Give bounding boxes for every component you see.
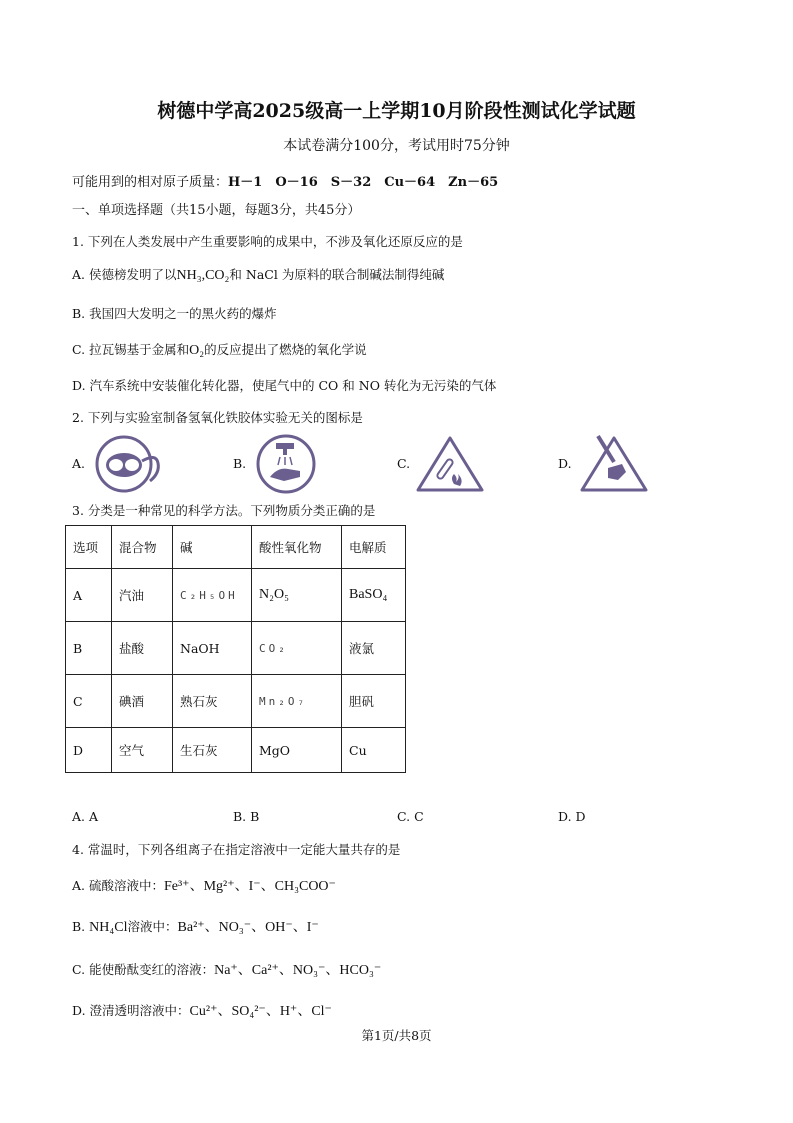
q4-option-a [72, 875, 336, 895]
q1-option-a [72, 265, 444, 284]
wash-hands-icon [254, 433, 318, 495]
q4-a-ions: Fe³⁺、Mg²⁺、I⁻、CH₃COO⁻ [163, 879, 336, 894]
table-cell: NaOH [173, 622, 252, 675]
table-row [66, 622, 406, 675]
table-row [66, 569, 406, 622]
q1-c-text: C. 拉瓦锡基于金属和 [72, 342, 190, 357]
table-cell: 生石灰 [173, 728, 252, 773]
q4-stem: 4. 常温时，下列各组离子在指定溶液中一定能大量共存的是 [72, 842, 401, 857]
table-cell: Cu [342, 728, 406, 773]
table-cell: A [66, 569, 112, 622]
table-cell: BaSO₄ [342, 569, 406, 622]
table-cell: 熟石灰 [173, 675, 252, 728]
q4-c-text: C. 能使酚酞变红的溶液： [72, 962, 215, 977]
table-cell: 空气 [112, 728, 173, 773]
q3-answer-b: B. B [233, 809, 260, 824]
table-header-cell: 电解质 [342, 526, 406, 569]
q1-option-b: B. 我国四大发明之一的黑火药的爆炸 [72, 306, 277, 321]
page-footer: 第1页/共8页 [361, 1028, 432, 1043]
q3-answer-c: C. C [397, 809, 424, 824]
q1-option-d: D. 汽车系统中安装催化转化器，使尾气中的 CO 和 NO 转化为无污染的气体 [72, 378, 497, 393]
q4-b-text: 溶液中： [127, 919, 178, 934]
table-header-cell: 选项 [66, 526, 112, 569]
table-cell: B [66, 622, 112, 675]
table-header-cell: 碱 [173, 526, 252, 569]
q2-option-c-label: C. [397, 456, 411, 471]
q4-option-b [72, 916, 319, 936]
table-cell: 汽油 [112, 569, 173, 622]
exam-title: 树德中学高2025级高一上学期10月阶段性测试化学试题 [157, 100, 636, 122]
q1-a-text-end: 和 NaCl 为原料的联合制碱法制得纯碱 [229, 267, 445, 282]
q2-option-a-label: A. [72, 456, 86, 471]
table-cell: N₂O₅ [252, 569, 342, 622]
atomic-masses-line [72, 171, 498, 190]
q4-a-text: A. 硫酸溶液中： [72, 878, 164, 893]
table-cell: C [66, 675, 112, 728]
table-cell: C₂H₅OH [173, 569, 252, 622]
q2-option-b-label: B. [233, 456, 247, 471]
table-cell: CO₂ [252, 622, 342, 675]
q3-answer-d: D. D [558, 809, 586, 824]
q2-option-d-label: D. [558, 456, 572, 471]
q1-option-c [72, 340, 367, 359]
q2-stem: 2. 下列与实验室制备氢氧化铁胶体实验无关的图标是 [72, 410, 363, 425]
table-cell: 碘酒 [112, 675, 173, 728]
atomic-masses-label: 可能用到的相对原子质量： [72, 175, 229, 190]
q4-b-label: B. [72, 919, 86, 934]
q3-answer-a: A. A [72, 809, 99, 824]
q4-c-ions: Na⁺、Ca²⁺、NO₃⁻、HCO₃⁻ [214, 963, 382, 978]
q4-option-d [72, 1000, 332, 1020]
table-row [66, 728, 406, 773]
atomic-masses-values: H－1 O－16 S－32 Cu－64 Zn－65 [228, 175, 499, 190]
q4-d-ions: Cu²⁺、SO₄²⁻、H⁺、Cl⁻ [189, 1004, 332, 1019]
heating-icon [414, 434, 486, 494]
classification-table [65, 525, 406, 773]
table-header-cell: 混合物 [112, 526, 173, 569]
section-heading: 一、单项选择题（共15小题，每题3分，共45分） [72, 203, 361, 218]
q1-a-text: A. 侯德榜发明了以 [72, 267, 177, 282]
q3-stem: 3. 分类是一种常见的科学方法。下列物质分类正确的是 [72, 503, 376, 518]
q4-b-ions: Ba²⁺、NO₃⁻、OH⁻、I⁻ [177, 920, 319, 935]
exam-subtitle: 本试卷满分100分，考试用时75分钟 [283, 138, 510, 154]
table-cell: 液氯 [342, 622, 406, 675]
q1-a-formula: NH₃,CO₂ [176, 268, 230, 283]
table-row [66, 675, 406, 728]
q4-d-text: D. 澄清透明溶液中： [72, 1003, 190, 1018]
q1-c-formula: O₂ [189, 343, 205, 358]
table-cell: D [66, 728, 112, 773]
sharp-object-icon [578, 432, 650, 494]
table-cell: 盐酸 [112, 622, 173, 675]
table-header-row [66, 526, 406, 569]
q4-option-c [72, 959, 381, 979]
table-header-cell: 酸性氧化物 [252, 526, 342, 569]
q1-c-text-end: 的反应提出了燃烧的氧化学说 [204, 342, 367, 357]
goggles-icon [92, 433, 164, 495]
table-cell: Mn₂O₇ [252, 675, 342, 728]
q1-stem: 1. 下列在人类发展中产生重要影响的成果中，不涉及氧化还原反应的是 [72, 234, 463, 249]
table-cell: 胆矾 [342, 675, 406, 728]
q4-b-formula: NH₄Cl [89, 920, 128, 935]
table-cell: MgO [252, 728, 342, 773]
